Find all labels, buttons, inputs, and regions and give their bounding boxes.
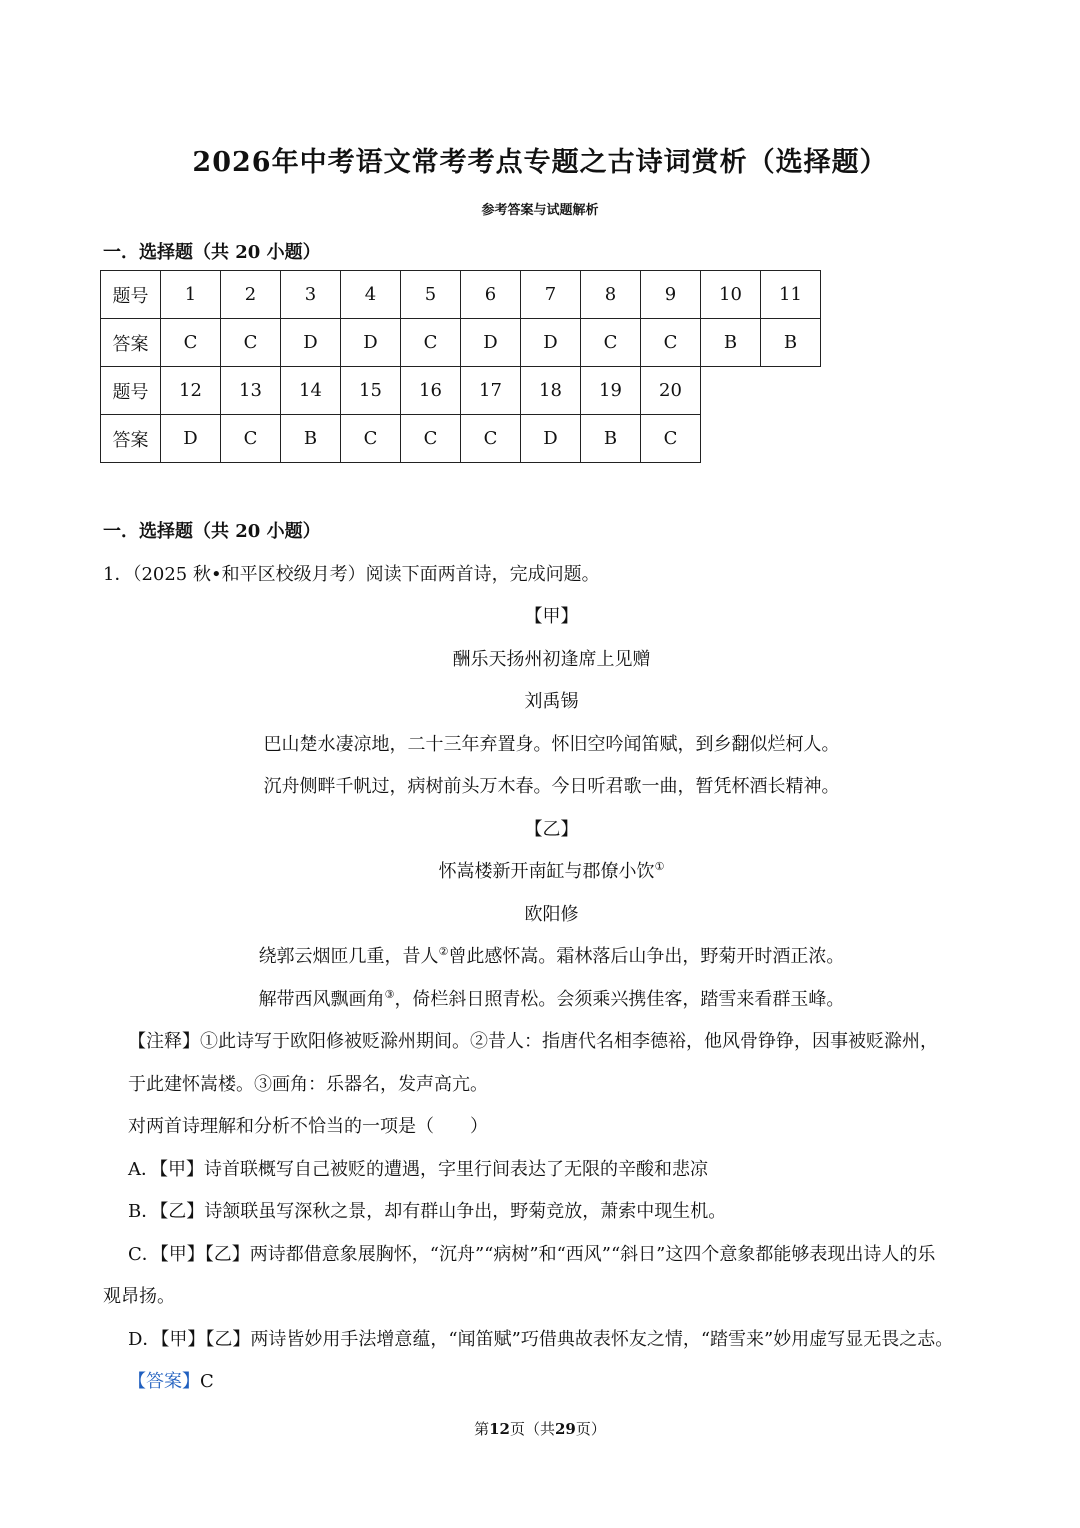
table-cell: C	[221, 415, 281, 463]
poem-jia-label: 【甲】	[524, 606, 579, 627]
table-cell-empty	[701, 367, 761, 415]
footnote-marker: ③	[384, 988, 395, 1001]
table-cell: 10	[701, 271, 761, 319]
table-cell: 9	[641, 271, 701, 319]
table-cell: C	[161, 319, 221, 367]
option-a: A．【甲】诗首联概写自己被贬的遭遇，字里行间表达了无限的辛酸和悲凉	[128, 1159, 708, 1180]
table-cell: C	[461, 415, 521, 463]
section-heading-summary: 一．选择题（共 20 小题）	[103, 242, 321, 263]
table-cell: 8	[581, 271, 641, 319]
poem-yi-label: 【乙】	[524, 819, 579, 840]
poem-text: 曾此感怀嵩。霜林落后山争出，野菊开时酒正浓。	[448, 946, 845, 967]
table-row	[101, 367, 821, 415]
footer-text: 第	[474, 1420, 490, 1438]
poem-text: 解带西风飘画角	[258, 989, 385, 1010]
table-cell: 1	[161, 271, 221, 319]
option-c-continued: 观昂扬。	[103, 1286, 175, 1307]
footer-text: 页（共	[509, 1420, 555, 1438]
table-cell: 16	[401, 367, 461, 415]
table-cell: 20	[641, 367, 701, 415]
table-cell-empty	[761, 367, 821, 415]
section-heading-questions: 一．选择题（共 20 小题）	[103, 521, 321, 542]
footnote-marker: ①	[654, 860, 665, 873]
answer-line	[128, 1367, 214, 1393]
table-cell: C	[581, 319, 641, 367]
annotation-line: 于此建怀嵩楼。③画角：乐器名，发声高亢。	[128, 1074, 488, 1095]
table-cell: 6	[461, 271, 521, 319]
table-cell-empty	[761, 415, 821, 463]
table-row	[101, 415, 821, 463]
table-cell: D	[521, 415, 581, 463]
table-cell: 15	[341, 367, 401, 415]
table-row	[101, 271, 821, 319]
poem-yi-title-text: 怀嵩楼新开南缸与郡僚小饮	[438, 861, 655, 882]
table-cell: 19	[581, 367, 641, 415]
table-cell: D	[161, 415, 221, 463]
table-cell: 3	[281, 271, 341, 319]
poem-yi-line	[0, 942, 1080, 968]
page-total: 29	[555, 1420, 576, 1438]
table-cell: D	[461, 319, 521, 367]
question-intro: 1．（2025 秋•和平区校级月考）阅读下面两首诗，完成问题。	[103, 564, 600, 585]
poem-yi-title	[0, 857, 1080, 883]
table-cell: 11	[761, 271, 821, 319]
table-cell: 18	[521, 367, 581, 415]
table-cell: 13	[221, 367, 281, 415]
table-cell: 4	[341, 271, 401, 319]
question-stem: 对两首诗理解和分析不恰当的一项是（ ）	[128, 1116, 488, 1137]
table-cell: C	[401, 319, 461, 367]
table-cell: C	[641, 415, 701, 463]
page-footer	[0, 1418, 1080, 1439]
page-number: 12	[489, 1420, 510, 1438]
table-cell: D	[521, 319, 581, 367]
footnote-marker: ②	[438, 945, 449, 958]
poem-jia-author: 刘禹锡	[524, 691, 579, 712]
table-cell: C	[341, 415, 401, 463]
table-row	[101, 319, 821, 367]
table-cell: D	[341, 319, 401, 367]
poem-jia-title: 酬乐天扬州初逢席上见赠	[452, 649, 651, 670]
table-cell-label: 答案	[101, 319, 161, 367]
option-d: D．【甲】【乙】两诗皆妙用手法增意蕴，“闻笛赋”巧借典故表怀友之情，“踏雪来”妙用虚写显无畏之志。	[128, 1329, 954, 1350]
table-cell: B	[281, 415, 341, 463]
table-cell: D	[281, 319, 341, 367]
table-cell: B	[701, 319, 761, 367]
option-c: C．【甲】【乙】两诗都借意象展胸怀，“沉舟”“病树”和“西风”“斜日”这四个意象都能够表现出诗人的乐	[128, 1244, 936, 1265]
poem-jia-line: 巴山楚水凄凉地，二十三年弃置身。怀旧空吟闻笛赋，到乡翻似烂柯人。	[263, 734, 840, 755]
table-cell: B	[761, 319, 821, 367]
page-title: 2026年中考语文常考考点专题之古诗词赏析（选择题）	[192, 147, 888, 178]
table-cell-label: 答案	[101, 415, 161, 463]
page-subtitle: 参考答案与试题解析	[481, 203, 599, 218]
footer-text: 页）	[575, 1420, 606, 1438]
poem-yi-author: 欧阳修	[524, 904, 579, 925]
table-cell-label: 题号	[101, 367, 161, 415]
table-cell-label: 题号	[101, 271, 161, 319]
table-cell: C	[221, 319, 281, 367]
poem-yi-line	[0, 985, 1080, 1011]
option-b: B．【乙】诗颔联虽写深秋之景，却有群山争出，野菊竞放，萧索中现生机。	[128, 1201, 727, 1222]
table-cell: 5	[401, 271, 461, 319]
table-cell: 2	[221, 271, 281, 319]
table-cell: B	[581, 415, 641, 463]
table-cell: C	[641, 319, 701, 367]
poem-jia-line: 沉舟侧畔千帆过，病树前头万木春。今日听君歌一曲，暂凭杯酒长精神。	[263, 776, 840, 797]
answer-table	[100, 270, 821, 463]
table-cell: 12	[161, 367, 221, 415]
answer-label: 【答案】	[128, 1371, 200, 1392]
table-cell: 17	[461, 367, 521, 415]
table-cell: C	[401, 415, 461, 463]
table-cell-empty	[701, 415, 761, 463]
answer-value: C	[200, 1371, 214, 1392]
poem-text: ，倚栏斜日照青松。会须乘兴携佳客，踏雪来看群玉峰。	[394, 989, 845, 1010]
table-cell: 7	[521, 271, 581, 319]
poem-text: 绕郭云烟匝几重，昔人	[258, 946, 439, 967]
annotation-line: 【注释】①此诗写于欧阳修被贬滁州期间。②昔人：指唐代名相李德裕，他风骨铮铮，因事被贬滁州，	[128, 1031, 938, 1052]
table-cell: 14	[281, 367, 341, 415]
